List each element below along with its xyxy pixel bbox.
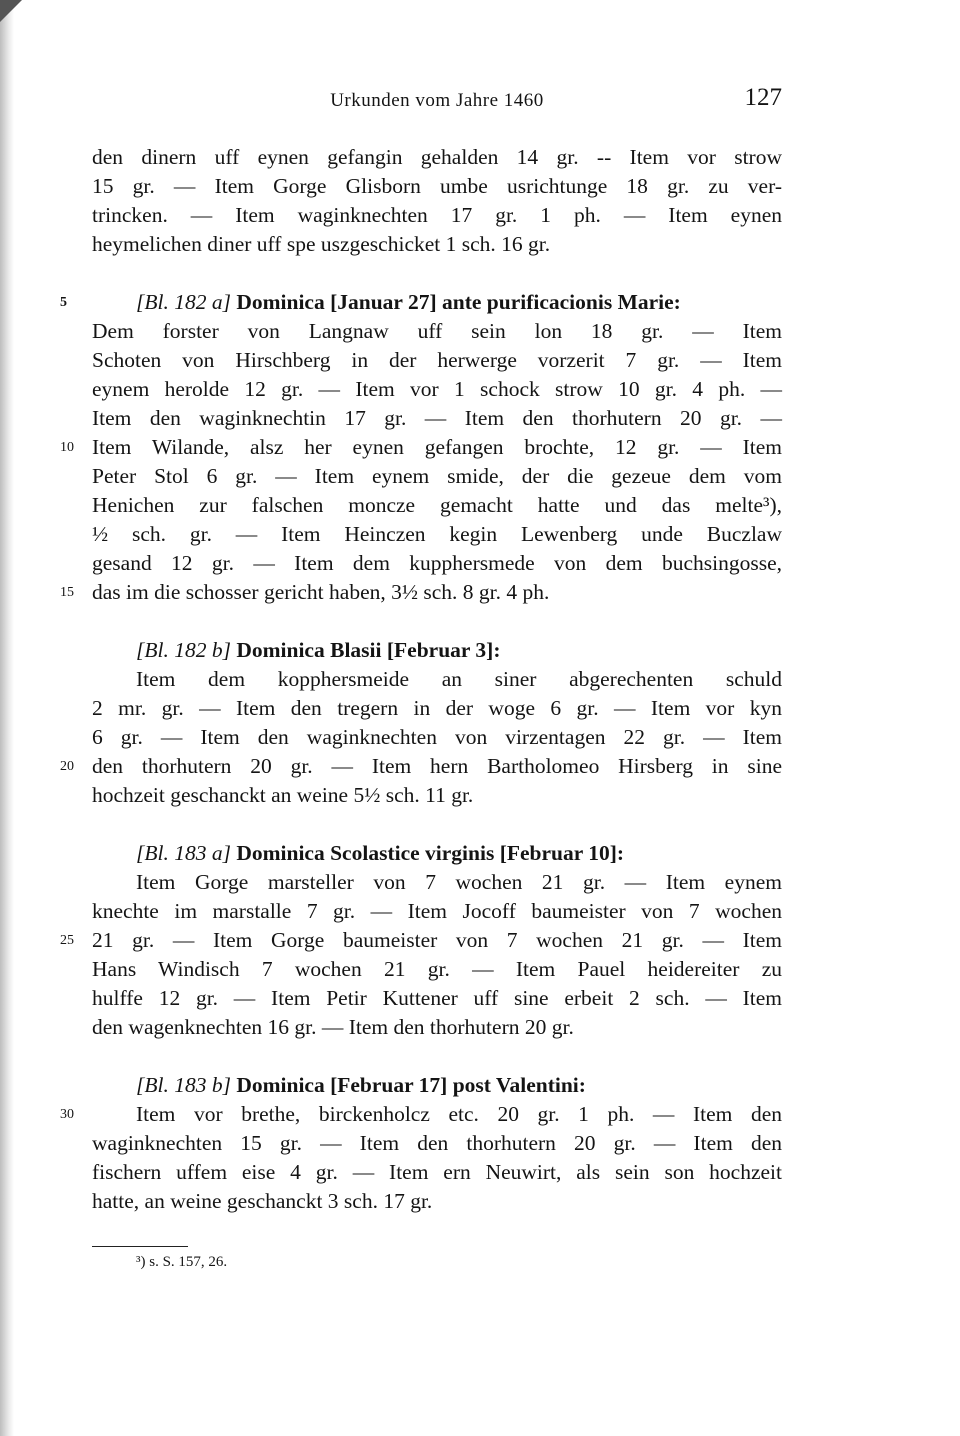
line-text: Dem forster von Langnaw uff sein lon 18 gr. — Item: [92, 319, 782, 343]
line-text: Peter Stol 6 gr. — Item eynem smide, der die gezeue dem vom: [92, 464, 782, 488]
line-number: 5: [60, 295, 67, 310]
page-shadow-edge: [0, 0, 14, 1436]
line-text: waginknechten 15 gr. — Item den thorhutern 20 gr. — Item den: [92, 1131, 782, 1155]
text-line: [92, 404, 782, 433]
page-number: 127: [744, 84, 782, 111]
line-text: trincken. — Item waginknechten 17 gr. 1 ph. — Item eynen: [92, 203, 782, 227]
paragraph-gap: [92, 607, 782, 636]
text-line: [92, 868, 782, 897]
line-text: eynem herolde 12 gr. — Item vor 1 schock strow 10 gr. 4 ph. —: [92, 377, 782, 401]
text-line: [92, 462, 782, 491]
text-line: [92, 1129, 782, 1158]
line-text: heymelichen diner uff spe uszgeschicket 1 sch. 16 gr.: [92, 232, 551, 256]
line-text: das im die schosser gericht haben, 3½ sch. 8 gr. 4 ph.: [92, 580, 550, 604]
section-heading: [92, 1071, 782, 1100]
line-text: Schoten von Hirschberg in der herwerge vorzerit 7 gr. — Item: [92, 348, 782, 372]
line-text: 2 mr. gr. — Item den tregern in der woge 6 gr. — Item vor kyn: [92, 696, 782, 720]
line-text: hulffe 12 gr. — Item Petir Kuttener uff sine erbeit 2 sch. — Item: [92, 986, 782, 1010]
line-text: 6 gr. — Item den waginknechten von virzentagen 22 gr. — Item: [92, 725, 782, 749]
text-line: [92, 172, 782, 201]
page-header: [92, 82, 782, 122]
section-heading: [60, 288, 782, 317]
page-corner-mark: [0, 0, 22, 22]
line-text: 15 gr. — Item Gorge Glisborn umbe usrichtunge 18 gr. zu ver-: [92, 174, 782, 198]
text-line: [92, 317, 782, 346]
paragraph-gap: [92, 259, 782, 288]
text-line: [60, 752, 782, 781]
folio-reference: [Bl. 183 b]: [136, 1073, 231, 1097]
text-line: [92, 1013, 782, 1042]
text-line: [92, 984, 782, 1013]
line-text: Item dem kopphersmeide an siner abgerechenten schuld: [136, 667, 782, 691]
text-line: [92, 375, 782, 404]
paragraph-gap: [92, 810, 782, 839]
line-text: Item Gorge marsteller von 7 wochen 21 gr. — Item eynem: [136, 870, 782, 894]
line-text: knechte im marstalle 7 gr. — Item Jocoff baumeister von 7 wochen: [92, 899, 782, 923]
line-text: Hans Windisch 7 wochen 21 gr. — Item Pauel heidereiter zu: [92, 957, 782, 981]
line-number: 25: [60, 933, 74, 948]
line-text: ½ sch. gr. — Item Heinczen kegin Lewenberg unde Buczlaw: [92, 522, 782, 546]
text-line: [60, 578, 782, 607]
text-line: [92, 143, 782, 172]
folio-reference: [Bl. 183 a]: [136, 841, 231, 865]
text-line: [92, 201, 782, 230]
folio-reference: [Bl. 182 b]: [136, 638, 231, 662]
line-number: 10: [60, 440, 74, 455]
line-number: 15: [60, 585, 74, 600]
paragraph-gap: [92, 1042, 782, 1071]
line-text: 21 gr. — Item Gorge baumeister von 7 wochen 21 gr. — Item: [92, 928, 782, 952]
line-text: Henichen zur falschen moncze gemacht hatte und das melte³),: [92, 493, 782, 517]
text-line: [92, 781, 782, 810]
section-heading: [92, 839, 782, 868]
line-text: hatte, an weine geschanckt 3 sch. 17 gr.: [92, 1189, 433, 1213]
line-text: den thorhutern 20 gr. — Item hern Bartholomeo Hirsberg in sine: [92, 754, 782, 778]
text-line: [92, 723, 782, 752]
line-text: Dominica [Februar 17] post Valentini:: [230, 1073, 586, 1097]
text-line: [60, 433, 782, 462]
text-line: [92, 1158, 782, 1187]
line-text: Item den waginknechtin 17 gr. — Item den thorhutern 20 gr. —: [92, 406, 782, 430]
body-text: [60, 143, 782, 1216]
line-text: hochzeit geschanckt an weine 5½ sch. 11 gr.: [92, 783, 474, 807]
section-heading: [92, 636, 782, 665]
line-text: den wagenknechten 16 gr. — Item den thorhutern 20 gr.: [92, 1015, 574, 1039]
text-line: [92, 1187, 782, 1216]
text-line: [92, 230, 782, 259]
footnote: ³) s. S. 157, 26.: [136, 1254, 228, 1270]
folio-reference: [Bl. 182 a]: [136, 290, 231, 314]
line-number: 30: [60, 1107, 74, 1122]
line-text: Dominica [Januar 27] ante purificacionis Marie:: [230, 290, 681, 314]
line-text: gesand 12 gr. — Item dem kupphersmede von dem buchsingosse,: [92, 551, 782, 575]
line-text: den dinern uff eynen gefangin gehalden 14 gr. -- Item vor strow: [92, 145, 782, 169]
text-line: [92, 694, 782, 723]
text-line: [92, 346, 782, 375]
line-text: Dominica Blasii [Februar 3]:: [230, 638, 501, 662]
text-line: [92, 955, 782, 984]
line-text: fischern uffem eise 4 gr. — Item ern Neuwirt, als sein son hochzeit: [92, 1160, 782, 1184]
text-line: [92, 520, 782, 549]
line-text: Item vor brethe, birckenholcz etc. 20 gr. 1 ph. — Item den: [136, 1102, 782, 1126]
line-text: Item Wilande, alsz her eynen gefangen brochte, 12 gr. — Item: [92, 435, 782, 459]
text-line: [92, 491, 782, 520]
text-line: [92, 549, 782, 578]
line-text: Dominica Scolastice virginis [Februar 10]:: [230, 841, 625, 865]
line-number: 20: [60, 759, 74, 774]
text-line: [60, 1100, 782, 1129]
text-line: [60, 926, 782, 955]
text-line: [92, 897, 782, 926]
footnote-rule: [92, 1246, 188, 1247]
running-title: Urkunden vom Jahre 1460: [330, 90, 544, 111]
text-line: [92, 665, 782, 694]
